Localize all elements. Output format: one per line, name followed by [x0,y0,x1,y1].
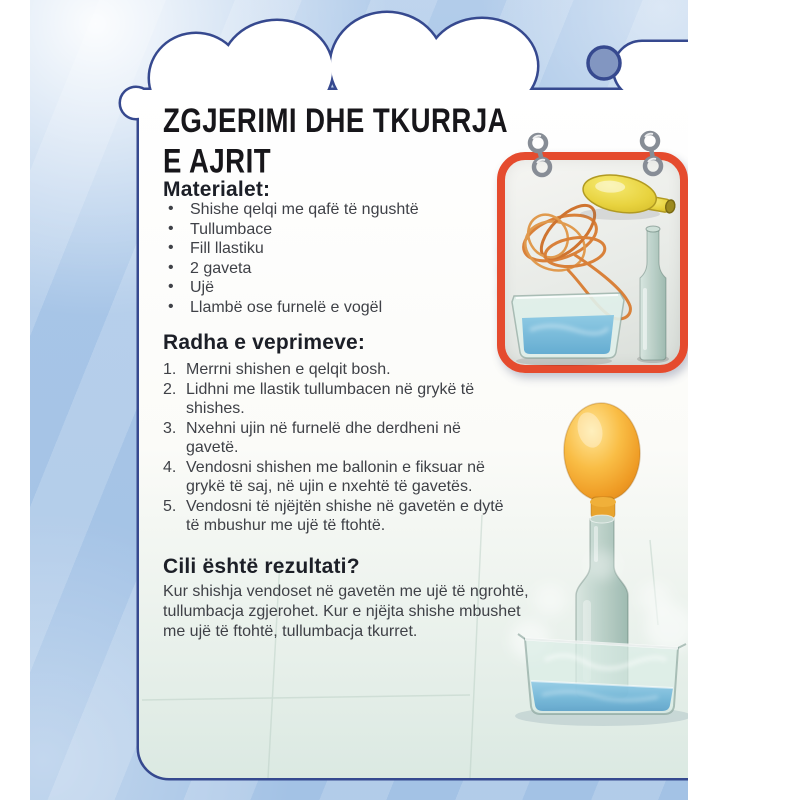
list-item [163,298,523,318]
list-item-text: Fill llastiku [190,240,264,257]
materials-heading: Materialet: [163,178,271,201]
page-title [163,101,508,182]
result-heading: Cili është rezultati? [163,555,360,578]
step-item [163,360,511,380]
list-item [163,239,523,259]
bullet-icon: • [168,258,174,276]
steps-heading: Radha e veprimeve: [163,331,366,354]
list-item-text: Tullumbace [190,220,273,238]
steps-list [163,360,511,536]
step-item [163,380,511,419]
step-text: Lidhni me llastik tullumbacen në grykë të shishes. [186,380,475,417]
step-text: Merrni shishen e qelqit bosh. [186,361,391,378]
step-text: Nxehni ujin në furnelë dhe derdheni në gavetë. [186,419,461,456]
list-item-text: Ujë [190,279,215,296]
step-number: 4. [163,458,177,476]
bullet-icon: • [168,200,174,217]
step-text: Vendosni të njëjtën shishe në gavetën e dytë të mbushur me ujë të ftohtë. [186,497,504,534]
step-number: 1. [163,361,177,378]
bullet-icon: • [168,219,174,237]
list-item-text: Llambë ose furnelë e vogël [190,298,383,316]
list-item [163,278,523,298]
materials-list [163,200,523,317]
list-item [163,200,523,220]
bullet-icon: • [168,297,174,315]
step-number: 2. [163,380,177,398]
bullet-icon: • [168,278,174,295]
result-paragraph: Kur shishja vendoset në gavetën me ujë të ngrohtë, tullumbacja zgjerohet. Kur e njëjta shishe mbushet me ujë të ftohtë, tullumbacja tkurret. [163,583,529,640]
list-item [163,259,523,279]
list-item-text: Shishe qelqi me qafë të ngushtë [190,201,419,218]
step-text: Vendosni shishen me ballonin e fiksuar në grykë të saj, në ujin e nxehtë të gavetës. [186,458,485,495]
page-title-line2: E AJRIT [163,142,272,181]
bullet-icon: • [168,239,174,256]
page-scan-area [30,0,688,800]
page-content [30,0,688,800]
step-number: 5. [163,497,177,515]
step-item [163,458,511,497]
step-item [163,497,511,536]
list-item [163,220,523,240]
step-number: 3. [163,419,177,437]
step-item [163,419,511,458]
page-title-line1: ZGJERIMI DHE TKURRJA [163,102,509,141]
list-item-text: 2 gaveta [190,259,252,277]
